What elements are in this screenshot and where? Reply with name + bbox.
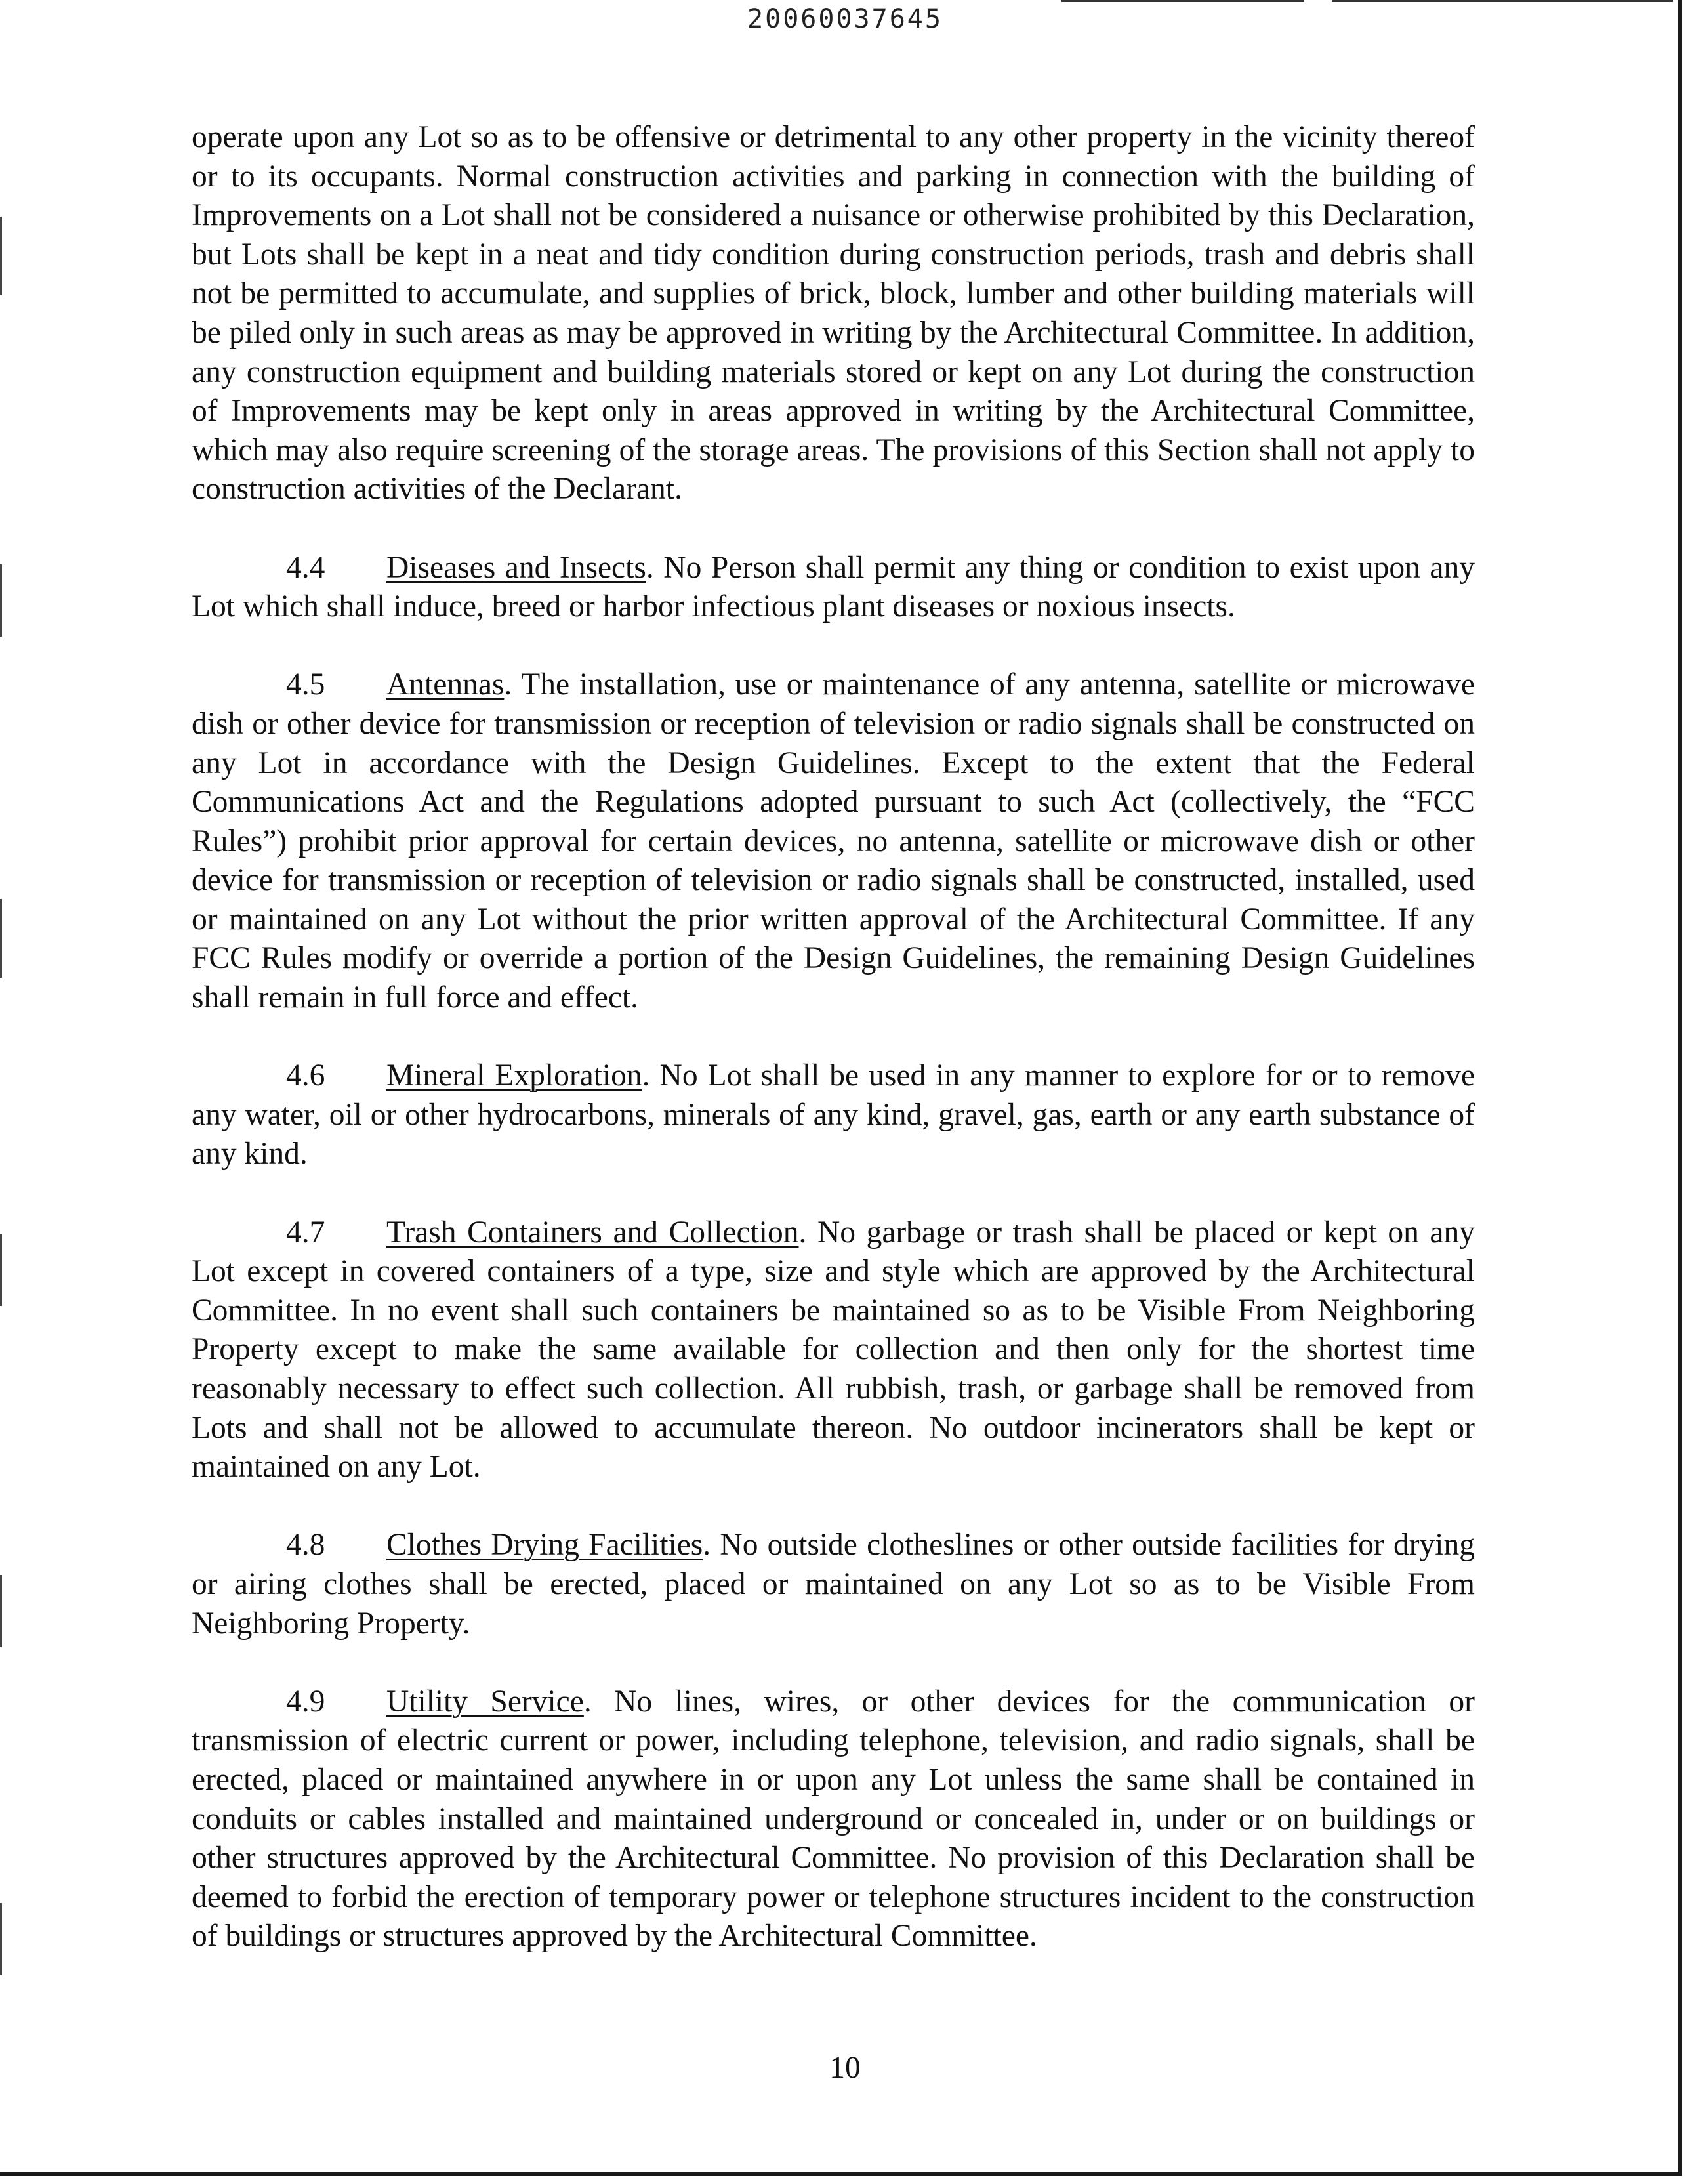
scan-left-mark [0, 1903, 2, 1975]
scan-top-rule [1061, 0, 1304, 2]
section-number: 4.4 [286, 550, 325, 585]
section-4-9 [192, 1683, 1475, 1956]
paragraph-text: operate upon any Lot so as to be offensive or detrimental to any other property in the vicinity thereof or to its occupants. Normal construction activities and parking in connection with the building of Improvements on a Lot shall not be considered a nuisance or otherwise prohibited by this Declaration, but Lots shall be kept in a neat and tidy condition during construction periods, trash and debris shall not be permitted to accumulate, and supplies of brick, block, lumber and other building materials will be piled only in such areas as may be approved in writing by the Architectural Committee. In addition, any construction equipment and building materials stored or kept on any Lot during the construction of Improvements may be kept only in areas approved in writing by the Architectural Committee, which may also require screening of the storage areas. The provisions of this Section shall not apply to construction activities of the Declarant. [192, 120, 1475, 507]
scan-top-rule [1332, 0, 1673, 2]
scan-left-mark [0, 1234, 2, 1306]
section-text: . No lines, wires, or other devices for the communication or transmission of electric current or power, including telephone, television, and radio signals, shall be erected, placed or maintained anywhere in or upon any Lot unless the same shall be contained in conduits or cables installed and maintained underground or concealed in, under or on buildings or other structures approved by the Architectural Committee. No provision of this Declaration shall be deemed to forbid the erection of temporary power or telephone structures incident to the construction of buildings or structures approved by the Architectural Committee. [192, 1684, 1475, 1954]
section-number: 4.8 [286, 1528, 325, 1563]
section-text: . No garbage or trash shall be placed or kept on any Lot except in covered containers of a type, size and style which are approved by the Architectural Committee. In no event shall such containers be maintained so as to be Visible From Neighboring Property except to make the same available for collection and then only for the shortest time reasonably necessary to effect such collection. All rubbish, trash, or garbage shall be removed from Lots and shall not be allowed to accumulate thereon. No outdoor incinerators shall be kept or maintained on any Lot. [192, 1215, 1475, 1484]
section-4-6 [192, 1057, 1475, 1174]
paragraph-continuation [192, 118, 1475, 509]
section-number: 4.9 [286, 1684, 325, 1719]
section-4-4 [192, 549, 1475, 627]
section-4-5 [192, 665, 1475, 1017]
section-4-7 [192, 1213, 1475, 1487]
scan-left-mark [0, 217, 2, 295]
section-heading: Trash Containers and Collection [386, 1215, 799, 1250]
section-number: 4.7 [286, 1215, 325, 1250]
scan-bottom-edge [0, 2172, 1682, 2176]
section-heading: Utility Service [386, 1684, 584, 1719]
scan-left-mark [0, 1575, 2, 1647]
document-body [192, 118, 1475, 1996]
section-4-8 [192, 1526, 1475, 1643]
section-number: 4.5 [286, 667, 325, 702]
section-number: 4.6 [286, 1059, 325, 1093]
section-text: . No outside clotheslines or other outside facilities for drying or airing clothes shall be erected, placed or maintained on any Lot so as to be Visible From Neighboring Property. [192, 1528, 1475, 1641]
scan-right-edge [1678, 0, 1682, 2174]
section-heading: Antennas [386, 667, 505, 702]
section-heading: Clothes Drying Facilities [386, 1528, 703, 1563]
scan-left-mark [0, 564, 2, 637]
section-text: . No Person shall permit any thing or condition to exist upon any Lot which shall induce, breed or harbor infectious plant diseases or noxious insects. [192, 550, 1475, 624]
section-heading: Mineral Exploration [386, 1059, 642, 1093]
section-heading: Diseases and Insects [386, 550, 646, 585]
section-text: . No Lot shall be used in any manner to explore for or to remove any water, oil or other hydrocarbons, minerals of any kind, gravel, gas, earth or any earth substance of any kind. [192, 1059, 1475, 1171]
scan-left-mark [0, 899, 2, 978]
document-number: 20060037645 [747, 4, 943, 34]
section-text: . The installation, use or maintenance of any antenna, satellite or microwave dish or other device for transmission or reception of television or radio signals shall be constructed on any Lot in accordance with the Design Guidelines. Except to the extent that the Federal Communications Act and the Regulations adopted pursuant to such Act (collectively, the “FCC Rules”) prohibit prior approval for certain devices, no antenna, satellite or microwave dish or other device for transmission or reception of television or radio signals shall be constructed, installed, used or maintained on any Lot without the prior written approval of the Architectural Committee. If any FCC Rules modify or override a portion of the Design Guidelines, the remaining Design Guidelines shall remain in full force and effect. [192, 667, 1475, 1015]
page-number: 10 [829, 2051, 861, 2085]
